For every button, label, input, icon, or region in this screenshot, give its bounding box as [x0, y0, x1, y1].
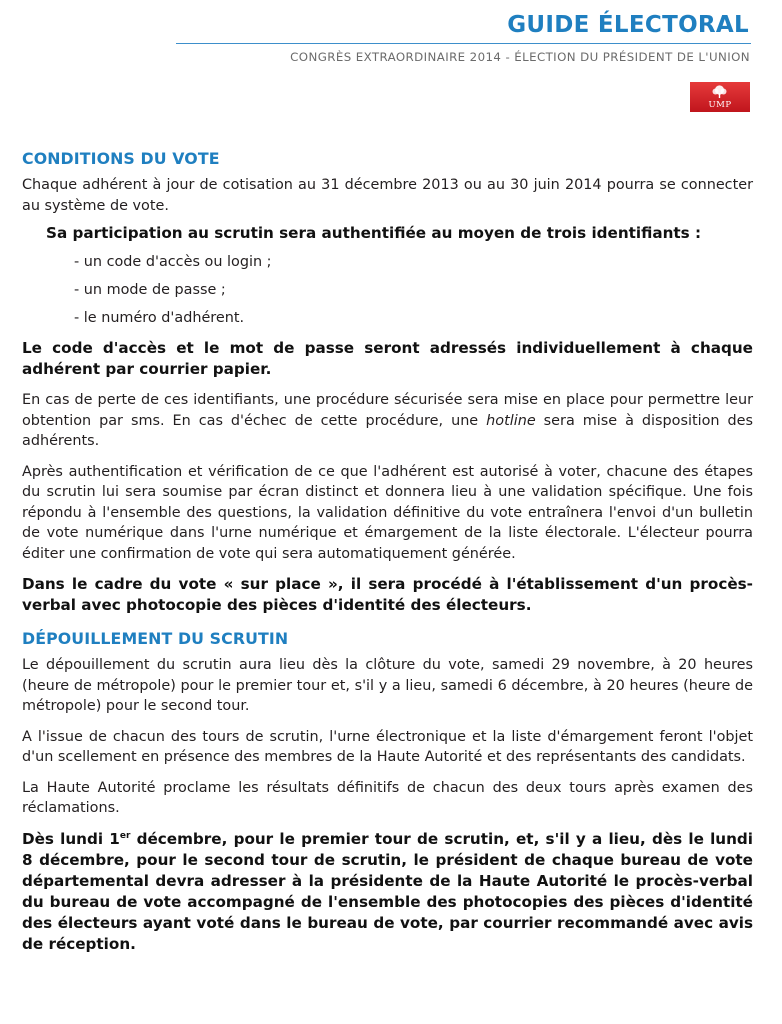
paragraph-results: La Haute Autorité proclame les résultats définitifs de chacun des deux tours après examen des réclamations. — [22, 779, 753, 816]
header-divider — [176, 43, 751, 44]
bold-identifiers-intro: Sa participation au scrutin sera authentifiée au moyen de trois identifiants : — [46, 224, 702, 242]
bold-report-instructions — [22, 829, 753, 955]
paragraph-eligibility: Chaque adhérent à jour de cotisation au 31 décembre 2013 ou au 30 juin 2014 pourra se connecter au système de vote. — [22, 177, 753, 214]
party-logo — [690, 82, 750, 112]
document-body — [22, 149, 753, 955]
paragraph-lost-credentials — [22, 390, 753, 452]
paragraph-sealing: A l'issue de chacun des tours de scrutin, l'urne électronique et la liste d'émargement feront l'objet d'un scellement en présence des membres de la Haute Autorité et des représentants des candidats. — [22, 728, 753, 765]
section-title-counting: DÉPOUILLEMENT DU SCRUTIN — [22, 629, 289, 648]
bold-onsite-vote: Dans le cadre du vote « sur place », il sera procédé à l'établissement d'un procès-verbal avec photocopie des pièces d'identité des électeurs. — [22, 575, 753, 614]
bold-mail-delivery: Le code d'accès et le mot de passe seront adressés individuellement à chaque adhérent par courrier papier. — [22, 339, 753, 378]
document-subtitle: CONGRÈS EXTRAORDINAIRE 2014 - ÉLECTION DU PRÉSIDENT DE L'UNION — [290, 50, 750, 64]
text-span: décembre, pour le premier tour de scrutin, et, s'il y a lieu, dès le lundi 8 décembre, pour le second tour de scrutin, le président de chaque bureau de vote départemental devra adresser à la présidente de la Haute Autorité le procès-verbal du bureau de vote accompagné de l'ensemble des photocopies des pièces d'identité des électeurs ayant voté dans le bureau de vote, par courrier recommandé avec avis de réception. — [22, 829, 754, 953]
text-span: Dès lundi 1 — [22, 829, 120, 848]
list-item-login: - un code d'accès ou login ; — [74, 254, 272, 270]
paragraph-counting-dates: Le dépouillement du scrutin aura lieu dès la clôture du vote, samedi 29 novembre, à 20 heures (heure de métropole) pour le premier tour et, s'il y a lieu, samedi 6 décembre, à 20 heures (heure de métropole) pour le second tour. — [22, 657, 753, 714]
text-span: sera mise à disposition des adhérents. — [22, 412, 753, 449]
section-title-conditions: CONDITIONS DU VOTE — [22, 149, 220, 168]
document-title: GUIDE ÉLECTORAL — [507, 12, 749, 38]
tree-icon — [711, 85, 728, 99]
logo-text: UMP — [708, 100, 732, 110]
hotline-term: hotline — [486, 412, 536, 429]
text-span: En cas de perte de ces identifiants, une procédure sécurisée sera mise en place pour permettre leur obtention par sms. En cas d'échec de cette procédure, une — [22, 392, 753, 429]
list-item-password: - un mode de passe ; — [74, 282, 226, 298]
list-item-member-number: - le numéro d'adhérent. — [74, 310, 245, 326]
paragraph-authentication: Après authentification et vérification de ce que l'adhérent est autorisé à voter, chacune des étapes du scrutin lui sera soumise par écran distinct et donnera lieu à une validation spécifique. Une fois répondu à l'ensemble des questions, la validation définitive du vote entraînera l'envoi d'un bulletin de vote numérique dans l'urne numérique et émargement de la liste électorale. L'électeur pourra éditer une confirmation de vote qui sera automatiquement générée. — [22, 463, 753, 562]
ordinal-superscript: er — [119, 830, 131, 841]
